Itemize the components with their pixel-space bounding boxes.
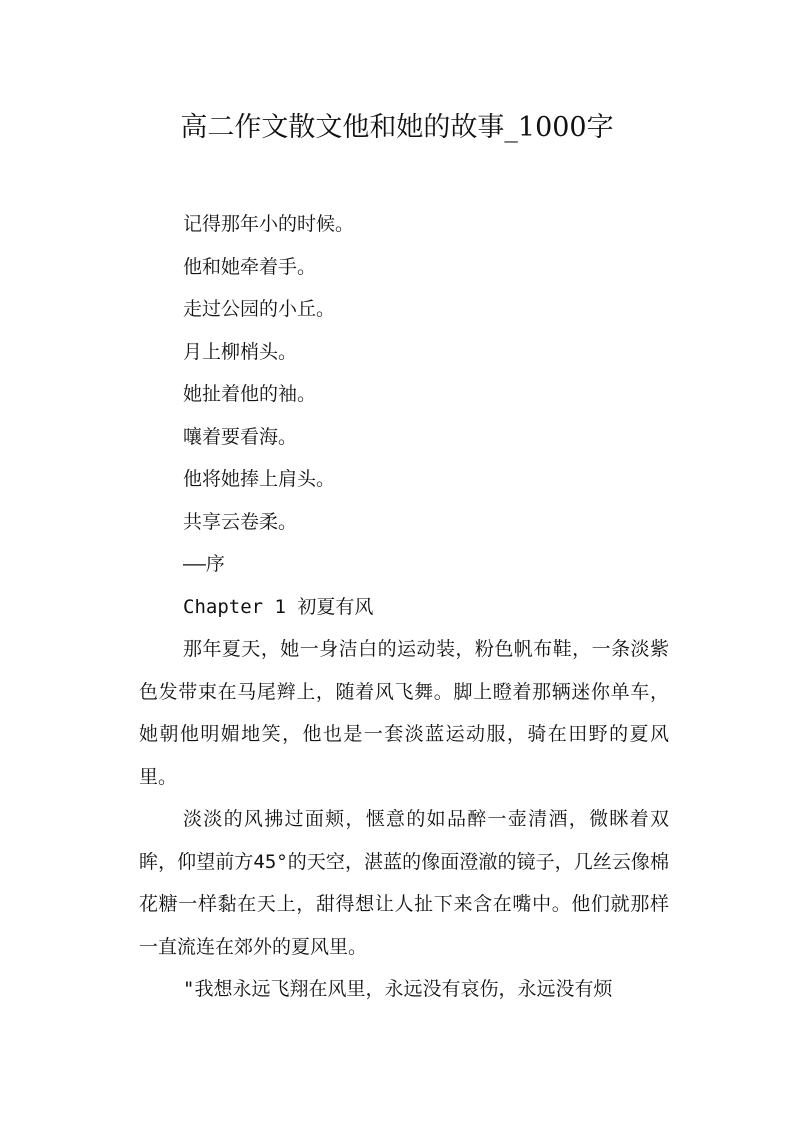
paragraph: 那年夏天，她一身洁白的运动装，粉色帆布鞋，一条淡紫色发带束在马尾辫上，随着风飞舞。脚上瞪着那辆迷你单车，她朝他明媚地笑，他也是一套淡蓝运动服，骑在田野的夏风里。 <box>139 638 669 788</box>
poem-line: 嚷着要看海。 <box>183 425 298 448</box>
poem-line: 她扯着他的袖。 <box>183 383 317 405</box>
poem-line: 共享云卷柔。 <box>183 510 298 533</box>
poem-line: 他将她捧上肩头。 <box>183 468 336 490</box>
chapter-heading: Chapter 1 初夏有风 <box>183 595 374 618</box>
paragraph: 淡淡的风拂过面颊，惬意的如品醉一壶清酒，微眯着双眸，仰望前方45°的天空，湛蓝的像面澄澈的镜子，几丝云像棉花糖一样黏在天上，甜得想让人扯下来含在嘴中。他们就那样一直流连在郊外的夏风里。 <box>139 808 669 958</box>
document-title: 高二作文散文他和她的故事_1000字 <box>180 112 614 143</box>
paragraph: "我想永远飞翔在风里，永远没有哀伤，永远没有烦 <box>183 978 613 1000</box>
document-body <box>139 203 669 1011</box>
poem-line: 记得那年小的时候。 <box>183 213 355 235</box>
poem-line: 月上柳梢头。 <box>183 340 298 363</box>
poem-line: 走过公园的小丘。 <box>183 298 336 320</box>
poem-line: 他和她牵着手。 <box>183 255 317 278</box>
preface-mark: ——序 <box>183 553 225 575</box>
